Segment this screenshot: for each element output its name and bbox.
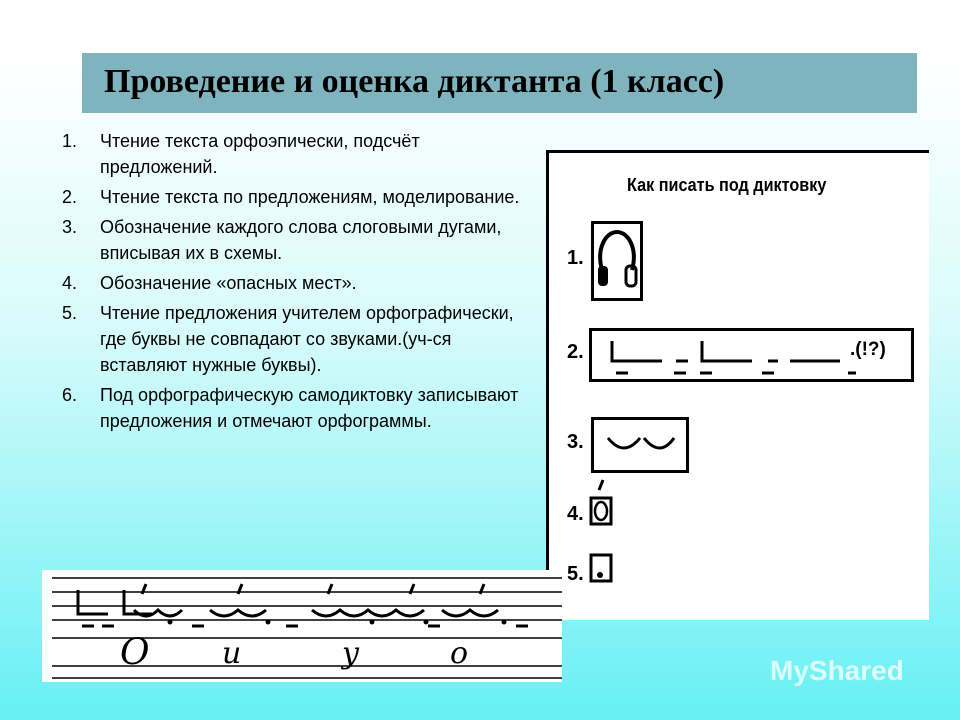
steps-list bbox=[62, 128, 542, 438]
list-item: 2. Чтение текста по предложениям, моделирование. bbox=[62, 187, 520, 207]
sentence-end-marks: .(!?) bbox=[850, 339, 886, 360]
list-item: 4. Обозначение «опасных мест». bbox=[62, 273, 357, 293]
item-number: 4. bbox=[567, 503, 584, 525]
syllable-box bbox=[591, 417, 689, 473]
list-item: 5. Чтение предложения учителем орфографически, где буквы не совпадают со звуками.(уч-ся вставляют нужные буквы). bbox=[62, 303, 514, 375]
item-number: 2. bbox=[567, 341, 584, 363]
item-number: 5. bbox=[567, 563, 584, 585]
list-item: 3. Обозначение каждого слова слоговыми дугами, вписывая их в схемы. bbox=[62, 217, 502, 263]
page-title: Проведение и оценка диктанта (1 класс) bbox=[104, 63, 725, 100]
handwriting-sample bbox=[42, 570, 562, 682]
syllable-arcs-icon bbox=[594, 420, 686, 470]
stressed-vowel-icon bbox=[589, 478, 613, 528]
list-item: 1. Чтение текста орфоэпически, подсчёт предложений. bbox=[62, 131, 420, 177]
handwritten-letter: у bbox=[342, 636, 360, 671]
watermark: MyShared bbox=[770, 655, 904, 686]
item-number: 3. bbox=[567, 431, 584, 453]
headphones-icon bbox=[594, 224, 640, 298]
handwritten-letter: О bbox=[120, 632, 150, 673]
handwritten-letter: и bbox=[222, 636, 242, 671]
panel-title: Как писать под диктовку bbox=[627, 175, 827, 195]
headphones-box bbox=[591, 221, 643, 301]
item-number: 1. bbox=[567, 247, 584, 269]
list-item: 6. Под орфографическую самодиктовку записывают предложения и отмечают орфограммы. bbox=[62, 385, 519, 431]
title-bar bbox=[82, 53, 917, 113]
period-box-icon bbox=[589, 553, 613, 585]
handwritten-letter: о bbox=[450, 636, 469, 671]
sentence-scheme-box bbox=[589, 328, 914, 382]
dictation-guide-panel bbox=[546, 150, 929, 620]
